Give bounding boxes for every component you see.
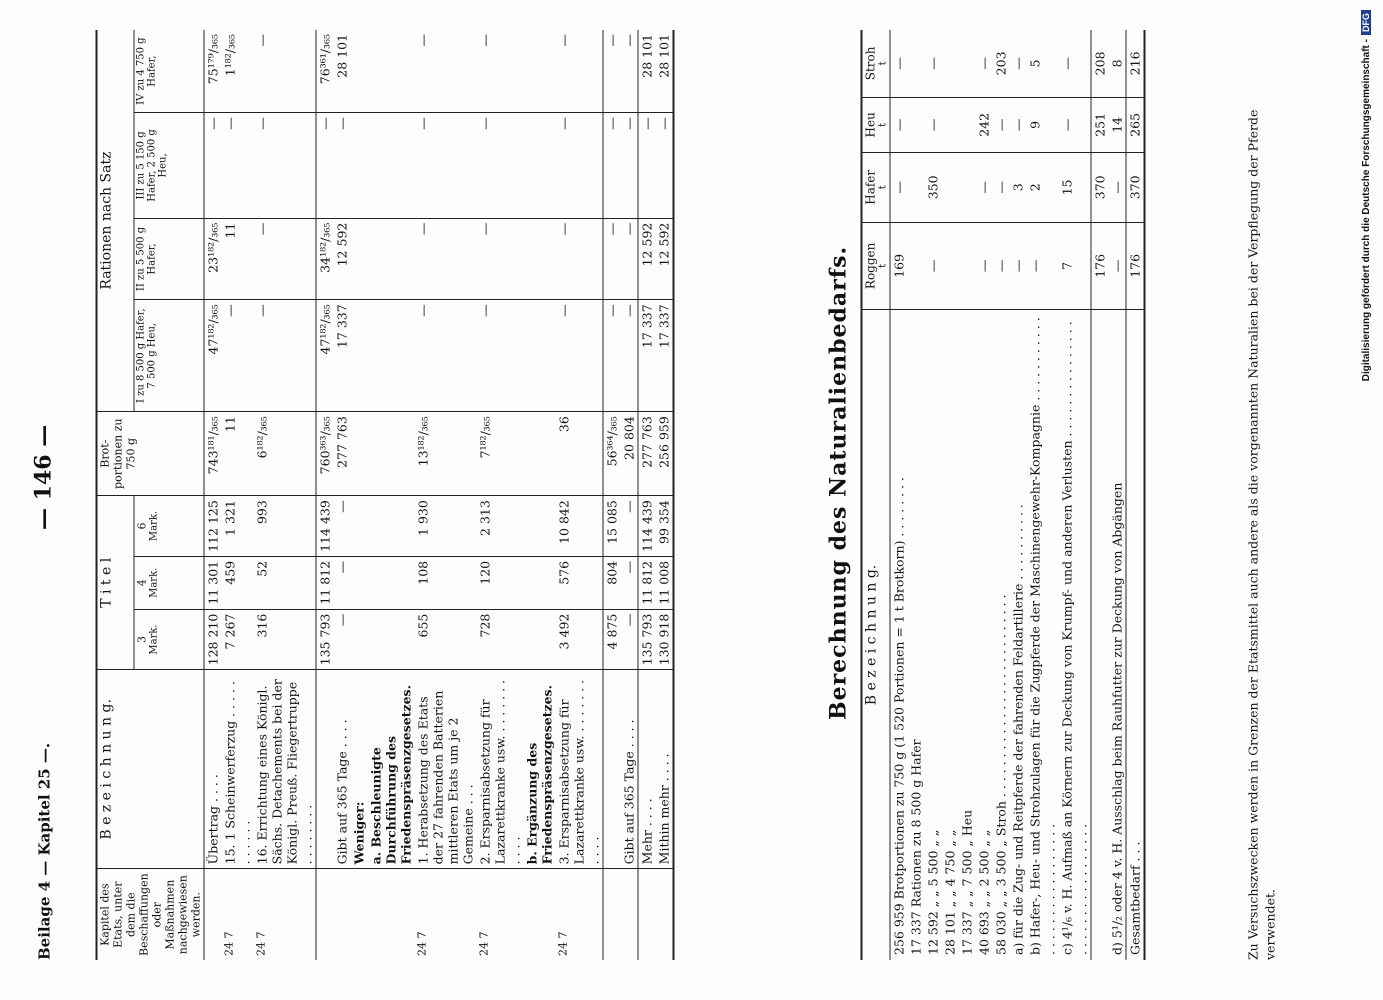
digitization-sidebar	[1361, 10, 1377, 990]
col-kapitel: Kapitel des Etats, unter dem die Beschaffungen oder Maßnahmen nachgewiesen werden.	[96, 869, 204, 960]
cell-r4	[350, 30, 367, 113]
table-row	[1126, 30, 1145, 960]
cell-heu	[941, 97, 958, 152]
cell-roggen: 176	[1091, 222, 1109, 309]
cell-roggen	[958, 222, 975, 309]
cell-brot: 6¹⁸²/₃₆₅	[253, 412, 316, 496]
table-row	[1108, 30, 1126, 960]
cell-r2	[523, 218, 555, 300]
cell-r3: —	[655, 113, 673, 218]
cell-stroh: 216	[1126, 30, 1145, 97]
cell-kap: 24 7	[415, 931, 428, 956]
cell-t4: 52	[253, 556, 316, 609]
cell-r3: —	[603, 113, 621, 218]
cell-t6: 99 354	[655, 496, 673, 557]
unit-label: Mark.	[148, 510, 160, 542]
cell-stroh: —	[975, 30, 992, 97]
rationen-col-4: IV zu 4 750 g Hafer,	[134, 30, 204, 113]
cell-t4: 11 301	[204, 556, 222, 609]
cell-t6	[350, 496, 367, 557]
table-row	[603, 30, 621, 960]
cell-r2: —	[476, 218, 523, 300]
cell-hafer: —	[992, 152, 1009, 222]
cell-r1: —	[221, 300, 253, 412]
cell-r1: —	[620, 300, 638, 412]
cell-r4: 76³⁶¹/₃₆₅	[316, 30, 334, 113]
cell-r1: 47¹⁸²/₃₆₅	[316, 300, 334, 412]
cell-kap	[638, 869, 656, 960]
cell-r1	[523, 300, 555, 412]
cell-t6: 2 313	[476, 496, 523, 557]
cell-r3: —	[620, 113, 638, 218]
unit-label: t	[877, 61, 888, 66]
table-row	[367, 30, 414, 960]
cell-roggen	[941, 222, 958, 309]
cell-text: 1. Herabsetzung des Etats der 27 fahrenden Batterien mittleren Etats um je 2 Gemeine . . .	[414, 670, 476, 869]
titel-col-label: 4	[135, 579, 149, 587]
cell-stroh	[907, 30, 924, 97]
cell-r2: —	[414, 218, 476, 300]
cell-r4: 28 101	[638, 30, 656, 113]
col-stroh	[861, 30, 890, 97]
cell-r3: —	[221, 113, 253, 218]
cell-kap: 24 7	[477, 931, 490, 956]
table-row	[958, 30, 975, 960]
cell-t4: —	[620, 556, 638, 609]
table-row	[1026, 30, 1058, 960]
table-row	[414, 30, 476, 960]
table-row	[924, 30, 941, 960]
cell-t4: 11 812	[638, 556, 656, 609]
cell-brot: 760³⁶³/₃₆₅	[316, 412, 334, 496]
cell-hafer	[907, 152, 924, 222]
table-row	[992, 30, 1009, 960]
cell-r1	[367, 300, 414, 412]
cell-t3: 655	[414, 609, 476, 670]
table-row	[975, 30, 992, 960]
col-bezeichnung-2: B e z e i c h n u n g.	[861, 310, 890, 961]
cell-stroh: —	[890, 30, 908, 97]
cell-brot: 36	[555, 412, 603, 496]
cell-heu: —	[890, 97, 908, 152]
cell-brot: 20 804	[620, 412, 638, 496]
cell-t6	[367, 496, 414, 557]
cell-text: Gibt auf 365 Tage . . . .	[333, 670, 350, 869]
cell-r1: 17 337	[655, 300, 673, 412]
cell-t3: 135 793	[316, 609, 334, 670]
cell-text	[316, 670, 334, 869]
cell-t4: 459	[221, 556, 253, 609]
cell-text: a. Beschleunigte Durchführung des Friedenspräsenzgesetzes.	[367, 670, 414, 869]
cell-t3: 4 875	[603, 609, 621, 670]
cell-text: Gesamtbedarf . . .	[1126, 310, 1145, 961]
cell-text: 17 337 Rationen zu 8 500 g Hafer	[908, 739, 923, 955]
cell-kap: 24 7	[556, 931, 569, 956]
cell-text: 28 101 „ „ 4 750 „ „	[942, 829, 957, 955]
cell-heu: —	[1058, 97, 1091, 152]
cell-text: 16. Errichtung eines Königl. Sächs. Detachements bei der Königl. Preuß. Fliegertruppe . . . . . . . .	[253, 670, 316, 869]
table-row	[476, 30, 523, 960]
cell-t6: 114 439	[638, 496, 656, 557]
cell-r4: —	[603, 30, 621, 113]
col-rationen: Rationen nach Satz	[96, 30, 134, 412]
footnote: Zu Versuchszwecken werden in Grenzen der Etatsmittel auch andere als die vorgenannten Naturalien bei der Verpflegung der Pferde verwendet.	[1245, 109, 1277, 960]
cell-heu: —	[992, 97, 1009, 152]
cell-hafer	[941, 152, 958, 222]
cell-text: 40 693 „ „ 2 500 „ „	[976, 829, 991, 955]
cell-t4	[367, 556, 414, 609]
cell-brot: 256 959	[655, 412, 673, 496]
cell-t3: 316	[253, 609, 316, 670]
cell-text: Gibt auf 365 Tage . . . .	[620, 670, 638, 869]
cell-r1: —	[253, 300, 316, 412]
table-row	[316, 30, 334, 960]
table-row	[333, 30, 350, 960]
cell-roggen: —	[924, 222, 941, 309]
cell-r3: —	[204, 113, 222, 218]
cell-kap	[603, 869, 621, 960]
cell-r2: —	[620, 218, 638, 300]
cell-stroh: 203	[992, 30, 1009, 97]
cell-t4: —	[333, 556, 350, 609]
cell-stroh: —	[924, 30, 941, 97]
unit-label: t	[877, 263, 888, 268]
cell-stroh: 5	[1026, 30, 1058, 97]
cell-r1: —	[476, 300, 523, 412]
table-row	[655, 30, 673, 960]
cell-stroh	[958, 30, 975, 97]
col-bezeichnung: B e z e i c h n u n g.	[96, 670, 204, 869]
cell-t4	[523, 556, 555, 609]
titel-col-label: 3	[135, 636, 149, 643]
cell-r3	[367, 113, 414, 218]
cell-hafer: —	[975, 152, 992, 222]
cell-r4: 75¹⁷⁹/₃₆₅	[204, 30, 222, 113]
naturalien-table	[860, 30, 1145, 960]
cell-hafer: —	[1108, 152, 1126, 222]
cell-r3: —	[333, 113, 350, 218]
cell-kap	[316, 869, 334, 960]
cell-t3: 135 793	[638, 609, 656, 670]
table-row	[253, 30, 316, 960]
unit-label: t	[877, 122, 888, 127]
cell-hafer: —	[890, 152, 908, 222]
cell-t3	[367, 609, 414, 670]
cell-r1: 17 337	[638, 300, 656, 412]
cell-r1: 47¹⁸²/₃₆₅	[204, 300, 222, 412]
cell-roggen: —	[975, 222, 992, 309]
cell-text: Weniger:	[350, 670, 367, 869]
cell-r3: —	[414, 113, 476, 218]
cell-text: 12 592 „ „ 5 500 „ „	[925, 829, 940, 955]
col-brot: Brot- portionen zu 750 g	[96, 412, 204, 496]
cell-r2: 12 592	[638, 218, 656, 300]
col-hafer	[861, 152, 890, 222]
cell-heu: 14	[1108, 97, 1126, 152]
rationen-col-2: II zu 5 500 g Hafer,	[134, 218, 204, 300]
section-heading: Berechnung des Naturalienbedarfs.	[825, 245, 851, 720]
cell-r2: 11	[221, 218, 253, 300]
cell-roggen: 176	[1126, 222, 1145, 309]
cell-t4: 11 008	[655, 556, 673, 609]
cell-r4: —	[555, 30, 603, 113]
cell-brot: 743¹⁸¹/₃₆₅	[204, 412, 222, 496]
table-row	[1009, 30, 1026, 960]
cell-r3: —	[253, 113, 316, 218]
cell-t6: —	[333, 496, 350, 557]
cell-r2	[367, 218, 414, 300]
unit-label: Mark.	[148, 567, 160, 598]
cell-text	[1091, 310, 1109, 961]
cell-stroh: 208	[1091, 30, 1109, 97]
cell-text: 58 030 „ „ 3 500 „ Stroh . . . . . . . . . . . . . . . . . . . . . . . . . .	[993, 594, 1008, 955]
cell-heu: 265	[1126, 97, 1145, 152]
cell-brot: 56³⁶⁴/₃₆₅	[603, 412, 621, 496]
cell-t3: 130 918	[655, 609, 673, 670]
cell-r3	[350, 113, 367, 218]
table-row	[555, 30, 603, 960]
sidebar-text: Digitalisierung gefördert durch die Deutsche Forschungsgemeinschaft -	[1361, 39, 1372, 382]
cell-r3: —	[476, 113, 523, 218]
cell-hafer: 370	[1126, 152, 1145, 222]
dfg-logo: DFG	[1361, 10, 1371, 35]
cell-heu: 9	[1026, 97, 1058, 152]
cell-kap	[333, 869, 350, 960]
cell-r3	[523, 113, 555, 218]
cell-stroh: —	[1009, 30, 1026, 97]
cell-t6: 993	[253, 496, 316, 557]
cell-stroh: —	[1058, 30, 1091, 97]
cell-kap	[655, 869, 673, 960]
cell-t6: 1 321	[221, 496, 253, 557]
cell-t3: 7 267	[221, 609, 253, 670]
cell-t4: 11 812	[316, 556, 334, 609]
cell-t3	[523, 609, 555, 670]
titel-col-3	[134, 609, 204, 670]
cell-hafer: 3	[1009, 152, 1026, 222]
cell-brot	[523, 412, 555, 496]
sidebar-credit	[1361, 10, 1377, 990]
col-roggen	[861, 222, 890, 309]
cell-roggen: —	[1026, 222, 1058, 309]
col-label: Stroh	[863, 46, 877, 81]
cell-t6: —	[620, 496, 638, 557]
cell-r4: —	[253, 30, 316, 113]
cell-brot: 13¹⁸²/₃₆₅	[414, 412, 476, 496]
cell-t6: 114 439	[316, 496, 334, 557]
unit-label: Mark.	[148, 624, 160, 655]
cell-r4: 1¹⁸²/₃₆₅	[221, 30, 253, 113]
cell-t4: 576	[555, 556, 603, 609]
cell-r4: 28 101	[333, 30, 350, 113]
cell-r4: 28 101	[655, 30, 673, 113]
col-label: Heu	[863, 112, 877, 138]
cell-r1: —	[603, 300, 621, 412]
budget-table	[95, 30, 674, 960]
cell-hafer: 15	[1058, 152, 1091, 222]
table-row	[523, 30, 555, 960]
cell-kap: 24 7	[254, 931, 267, 956]
unit-label: t	[877, 185, 888, 190]
cell-r1: 17 337	[333, 300, 350, 412]
cell-kap: 24 7	[222, 931, 235, 956]
cell-r4	[367, 30, 414, 113]
cell-text: Mithin mehr . . . .	[655, 670, 673, 869]
titel-col-6	[134, 496, 204, 557]
cell-heu: —	[924, 97, 941, 152]
cell-roggen	[907, 222, 924, 309]
table-row	[907, 30, 924, 960]
cell-roggen: 7	[1058, 222, 1091, 309]
cell-hafer: 2	[1026, 152, 1058, 222]
cell-t6: 10 842	[555, 496, 603, 557]
cell-text: b) Hafer-, Heu- und Strohzulagen für die Zugpferde der Maschinengewehr-Kompagnie . . . . . . . . . . . . . . . . . . . . . . . . . . . .	[1027, 317, 1057, 955]
table-row	[941, 30, 958, 960]
cell-r2: —	[555, 218, 603, 300]
cell-heu	[958, 97, 975, 152]
cell-r1: —	[555, 300, 603, 412]
cell-r3: —	[555, 113, 603, 218]
cell-t6: 1 930	[414, 496, 476, 557]
table-row	[620, 30, 638, 960]
titel-col-4	[134, 556, 204, 609]
cell-kap	[367, 869, 414, 960]
cell-text: Mehr . . . .	[638, 670, 656, 869]
cell-r3: —	[638, 113, 656, 218]
table-row	[638, 30, 656, 960]
cell-kap	[620, 869, 638, 960]
cell-t6: 15 085	[603, 496, 621, 557]
cell-roggen: 169	[890, 222, 908, 309]
cell-text: b. Ergänzung des Friedenspräsenzgesetzes.	[523, 670, 555, 869]
cell-t4: 120	[476, 556, 523, 609]
header-left: Beilage 4 — Kapitel 25 —.	[35, 742, 53, 960]
cell-r4: —	[620, 30, 638, 113]
cell-t3: 128 210	[204, 609, 222, 670]
cell-heu: 251	[1091, 97, 1109, 152]
cell-r4	[523, 30, 555, 113]
cell-t6: 112 125	[204, 496, 222, 557]
cell-brot: 277 763	[333, 412, 350, 496]
cell-r2: —	[253, 218, 316, 300]
cell-r2: 34¹⁸²/₃₆₅	[316, 218, 334, 300]
cell-heu: —	[1009, 97, 1026, 152]
table-row	[221, 30, 253, 960]
cell-roggen: —	[1108, 222, 1126, 309]
col-titel: T i t e l	[96, 496, 134, 670]
cell-text: 17 337 „ „ 7 500 „ Heu	[959, 809, 974, 955]
cell-hafer: 350	[924, 152, 941, 222]
cell-roggen: —	[1009, 222, 1026, 309]
page-header	[30, 40, 70, 960]
cell-brot: 11	[221, 412, 253, 496]
cell-stroh: 8	[1108, 30, 1126, 97]
titel-col-label: 6	[135, 522, 149, 530]
cell-hafer: 370	[1091, 152, 1109, 222]
cell-t3: —	[333, 609, 350, 670]
cell-text: 3. Ersparnisabsetzung für Lazarettkranke usw. . . . . . . . . . . .	[555, 670, 603, 869]
cell-text: c) 4¹/₆ v. H. Aufmaß an Körnern zur Deckung von Krumpf- und anderen Verlusten . . . . . . . . . . . . . . . . . . . . . . . . . . . . . . . .	[1059, 321, 1089, 955]
col-label: Roggen	[863, 242, 877, 290]
cell-brot	[350, 412, 367, 496]
col-heu	[861, 97, 890, 152]
cell-brot: 7¹⁸²/₃₆₅	[476, 412, 523, 496]
table-row	[1091, 30, 1109, 960]
cell-text: 15. 1 Scheinwerferzug . . . . . . . . . . .	[221, 670, 253, 869]
page-number: — 146 —	[30, 424, 56, 530]
cell-brot	[367, 412, 414, 496]
cell-r2: 23¹⁸²/₃₆₅	[204, 218, 222, 300]
cell-kap	[350, 869, 367, 960]
cell-t3: —	[620, 609, 638, 670]
cell-heu	[907, 97, 924, 152]
cell-t3: 3 492	[555, 609, 603, 670]
cell-heu: 242	[975, 97, 992, 152]
cell-text: 2. Ersparnisabsetzung für Lazarettkranke usw. . . . . . . . . . . .	[476, 670, 523, 869]
cell-t4: 108	[414, 556, 476, 609]
cell-roggen: —	[992, 222, 1009, 309]
cell-r4: —	[476, 30, 523, 113]
table-row	[350, 30, 367, 960]
cell-brot: 277 763	[638, 412, 656, 496]
cell-text	[603, 670, 621, 869]
col-label: Hafer	[863, 169, 877, 205]
rationen-col-1: I zu 8 500 g Hafer, 7 500 g Heu,	[134, 300, 204, 412]
table-row	[1058, 30, 1091, 960]
cell-r3: —	[316, 113, 334, 218]
cell-r2: 12 592	[333, 218, 350, 300]
cell-r2: 12 592	[655, 218, 673, 300]
cell-r2	[350, 218, 367, 300]
table-row	[890, 30, 908, 960]
cell-r1: —	[414, 300, 476, 412]
cell-t3	[350, 609, 367, 670]
cell-kap	[523, 869, 555, 960]
cell-stroh	[941, 30, 958, 97]
table-row	[204, 30, 222, 960]
cell-hafer	[958, 152, 975, 222]
cell-text: d) 5¹/₂ oder 4 v. H. Ausschlag beim Rauhfutter zur Deckung von Abgängen	[1109, 482, 1124, 955]
cell-r2: —	[603, 218, 621, 300]
cell-text: 256 959 Brotportionen zu 750 g (1 520 Portionen = 1 t Brotkorn) . . . . . . . .	[891, 476, 906, 955]
rationen-col-3: III zu 5 150 g Hafer, 2 500 g Heu,	[134, 113, 204, 218]
cell-text: a) für die Zug- und Reitpferde der fahrenden Feldartillerie . . . . . . . . . .	[1010, 504, 1025, 955]
cell-r1	[350, 300, 367, 412]
cell-t3: 728	[476, 609, 523, 670]
cell-kap	[204, 869, 222, 960]
cell-t6	[523, 496, 555, 557]
cell-t4: 804	[603, 556, 621, 609]
cell-text: Übertrag . . . .	[204, 670, 222, 869]
cell-t4	[350, 556, 367, 609]
cell-r4: —	[414, 30, 476, 113]
